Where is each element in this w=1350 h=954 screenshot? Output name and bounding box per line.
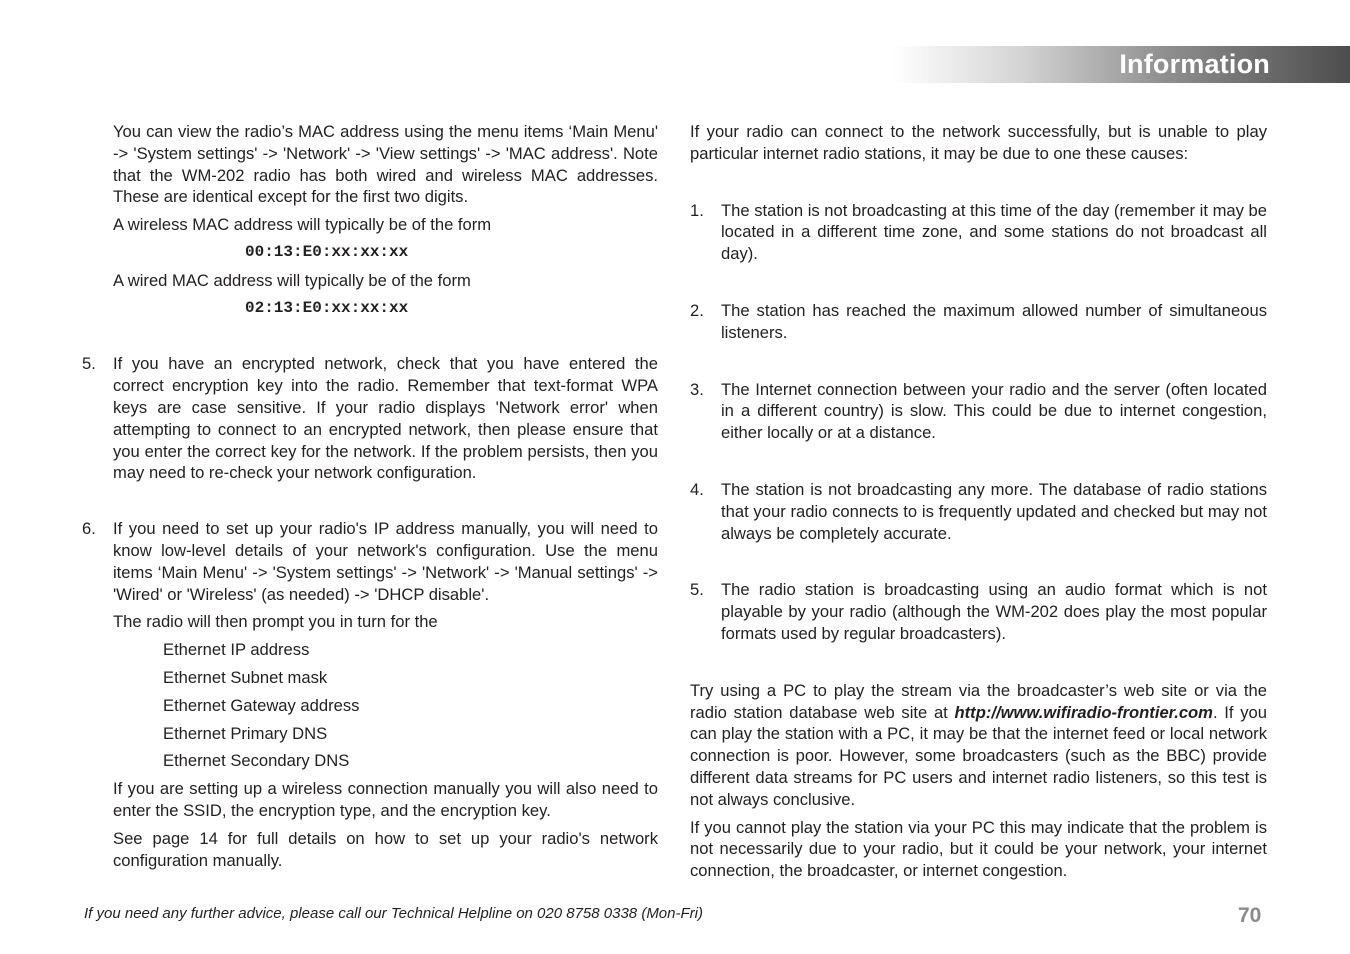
list-text: The station has reached the maximum allowed number of simultaneous listeners. (721, 300, 1267, 342)
prompt-paragraph: The radio will then prompt you in turn for the (113, 612, 438, 632)
right-column (690, 121, 1267, 882)
mac-intro-paragraph: You can view the radio’s MAC address using the menu items ‘Main Menu' -> 'System settings' -> 'Network' -> 'View settings' -> 'MAC address'. Note that the WM-202 radio has both wired and wireless MAC addresses. These are identical except for the first two digits. (113, 122, 658, 207)
left-column (82, 121, 658, 871)
cause-item-2 (690, 300, 1267, 344)
list-text: The radio station is broadcasting using an audio format which is not playable by your radio (although the WM-202 does play the most popular formats used by regular broadcasters). (721, 580, 1267, 643)
field-primary-dns: Ethernet Primary DNS (163, 723, 328, 743)
list-item-5 (82, 353, 658, 484)
list-text: The station is not broadcasting any more. The database of radio stations that your radio connects to is frequently updated and checked but may not always be completely accurate. (721, 479, 1267, 543)
cause-item-4 (690, 479, 1267, 544)
list-number: 1. (690, 200, 704, 220)
cause-item-1 (690, 200, 1267, 265)
list-number: 2. (690, 300, 704, 320)
list-number: 6. (82, 519, 96, 539)
try-pc-paragraph (690, 680, 1267, 811)
try-pc-text-before: Try using a PC to play the stream via the broadcaster’s web site or via the radio station database web site at (690, 680, 1267, 722)
page-number: 70 (1238, 904, 1262, 927)
page-title: Information (1119, 49, 1270, 79)
cause-item-5 (690, 579, 1267, 644)
database-website-link[interactable]: http://www.wifiradio-frontier.com (954, 702, 1213, 722)
causes-intro-paragraph: If your radio can connect to the network successfully, but is unable to play particular internet radio stations, it may be due to one these causes: (690, 122, 1267, 163)
wireless-note-paragraph: If you are setting up a wireless connection manually you will also need to enter the SSID, the encryption type, and the encryption key. (113, 779, 658, 820)
try-pc-text-after: . If you can play the station with a PC, it may be that the internet feed or local network connection is poor. However, some broadcasters (such as the BBC) provide different data streams for PC users and internet radio listeners, so this test is not always conclusive. (690, 702, 1267, 809)
cannot-play-paragraph: If you cannot play the station via your PC this may indicate that the problem is not necessarily due to your radio, but it could be your network, your internet connection, the broadcaster, or internet congestion. (690, 817, 1267, 881)
wireless-mac-label: A wireless MAC address will typically be of the form (113, 215, 492, 235)
header-bar (893, 46, 1350, 83)
wireless-mac-format: 00:13:E0:xx:xx:xx (245, 242, 409, 261)
list-text: If you need to set up your radio's IP address manually, you will need to know low-level details of your network's configuration. Use the menu items ‘Main Menu' -> 'System settings' -> 'Network' -> 'Manual settings' -> 'Wired' or 'Wireless' (as needed) -> 'DHCP disable'. (113, 519, 658, 604)
list-number: 4. (690, 479, 704, 499)
wired-mac-label: A wired MAC address will typically be of the form (113, 270, 471, 290)
list-text: The Internet connection between your radio and the server (often located in a different country) is slow. This could be due to internet congestion, either locally or at a distance. (721, 379, 1267, 443)
cause-item-3 (690, 379, 1267, 444)
field-gateway-address: Ethernet Gateway address (163, 695, 360, 715)
list-item-6 (82, 518, 658, 605)
see-page-paragraph: See page 14 for full details on how to set up your radio's network configuration manually. (113, 828, 658, 870)
wired-mac-format: 02:13:E0:xx:xx:xx (245, 298, 409, 317)
list-text: If you have an encrypted network, check that you have entered the correct encryption key into the radio. Remember that text-format WPA keys are case sensitive. If your radio displays 'Network error' when attempting to connect to an encrypted network, then please ensure that you enter the correct key for the network. If the problem persists, then you may need to re-check your network configuration. (113, 354, 658, 483)
list-number: 5. (82, 354, 96, 374)
helpline-footer: If you need any further advice, please call our Technical Helpline on 020 8758 0338 (Mon-Fri) (84, 905, 703, 922)
list-number: 5. (690, 580, 704, 600)
list-text: The station is not broadcasting at this time of the day (remember it may be located in a different time zone, and some stations do not broadcast all day). (721, 200, 1268, 264)
field-secondary-dns: Ethernet Secondary DNS (163, 751, 350, 771)
field-ip-address: Ethernet IP address (163, 640, 310, 660)
field-subnet-mask: Ethernet Subnet mask (163, 667, 328, 687)
list-number: 3. (690, 379, 704, 399)
